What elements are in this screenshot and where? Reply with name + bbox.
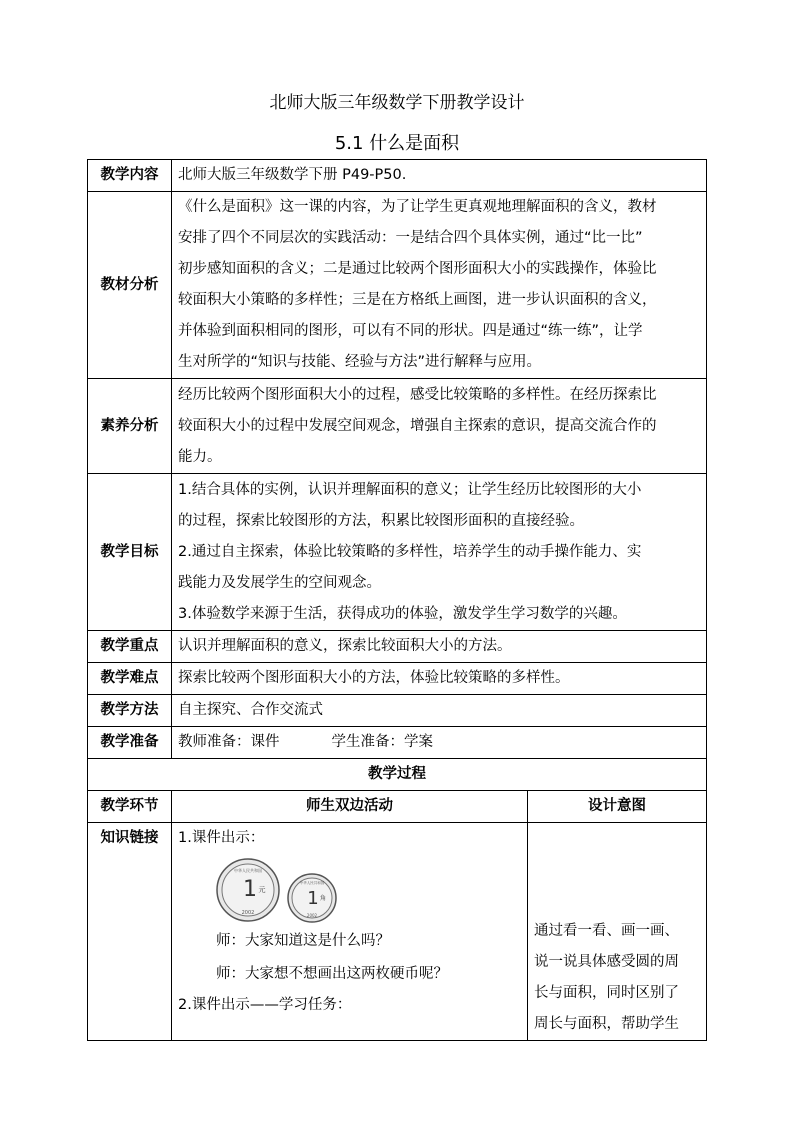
one-yuan-coin-icon: [217, 859, 279, 921]
row-literacy: [88, 379, 707, 474]
row-difficulty: [88, 663, 707, 695]
activity-line-1: 1.课件出示：: [178, 830, 265, 846]
label-key: 教学重点: [88, 631, 172, 663]
text-line: 1.结合具体的实例，认识并理解面积的意义；让学生经历比较图形的大小: [178, 481, 642, 498]
value-goals: [172, 474, 707, 631]
design-line: 长与面积，同时区别了: [534, 985, 679, 1001]
text-line: 《什么是面积》这一课的内容，为了让学生更真观地理解面积的含义，教材: [178, 199, 657, 215]
row-process-columns: [88, 791, 707, 823]
text-line: 的过程，探索比较图形的方法，积累比较图形面积的直接经验。: [178, 512, 584, 529]
text-line: 生对所学的“知识与技能、经验与方法”进行解释与应用。: [178, 354, 542, 370]
row-process-header: [88, 759, 707, 791]
big-coin-unit: 元: [258, 886, 266, 894]
process-header: 教学过程: [88, 759, 707, 791]
document-title: 北师大版三年级数学下册教学设计: [269, 93, 525, 113]
small-coin-num: 1: [307, 888, 319, 909]
text-line: 3.体验数学来源于生活，获得成功的体验，激发学生学习数学的兴趣。: [178, 605, 627, 622]
value-method: 自主探究、合作交流式: [172, 695, 707, 727]
big-coin-year: 2002: [241, 910, 255, 916]
text-line: 较面积大小的过程中发展空间观念，增强自主探索的意识，提高交流合作的: [178, 417, 657, 434]
design-line: 说一说具体感受圆的周: [534, 954, 679, 970]
student-prep: 学生准备：学案: [331, 734, 433, 750]
value-analysis: [172, 192, 707, 379]
text-line: 2.通过自主探索，体验比较策略的多样性，培养学生的动手操作能力、实: [178, 543, 642, 560]
label-method: 教学方法: [88, 695, 172, 727]
label-prep: 教学准备: [88, 727, 172, 759]
col-stage: 教学环节: [88, 791, 172, 823]
row-content: [88, 160, 707, 192]
label-difficulty: 教学难点: [88, 663, 172, 695]
value-key: 认识并理解面积的意义，探索比较面积大小的方法。: [172, 631, 707, 663]
lesson-title: 5.1 什么是面积: [334, 133, 460, 154]
design-cell: [528, 823, 707, 1041]
row-key: [88, 631, 707, 663]
text-line: 初步感知面积的含义；二是通过比较两个图形面积大小的实践操作，体验比: [178, 261, 657, 277]
col-activity: 师生双边活动: [172, 791, 528, 823]
text-line: 经历比较两个图形面积大小的过程，感受比较策略的多样性。在经历探索比: [178, 386, 657, 403]
row-analysis: [88, 192, 707, 379]
small-coin-unit: 角: [319, 895, 327, 902]
text-line: 安排了四个不同层次的实践活动：一是结合四个具体实例，通过“比一比”: [178, 230, 643, 246]
row-knowledge-link: [88, 823, 707, 1041]
col-design: 设计意图: [528, 791, 707, 823]
activity-cell: [172, 823, 528, 1041]
coins-image: [178, 854, 521, 959]
text-line: 能力。: [178, 448, 222, 465]
value-literacy: [172, 379, 707, 474]
teacher-question-1: 师：大家知道这是什么吗？: [216, 933, 390, 949]
text-line: 践能力及发展学生的空间观念。: [178, 574, 381, 591]
design-line: 周长与面积，帮助学生: [534, 1016, 679, 1032]
row-goals: [88, 474, 707, 631]
row-method: [88, 695, 707, 727]
value-content: 北师大版三年级数学下册 P49-P50.: [172, 160, 707, 192]
value-prep: [172, 727, 707, 759]
small-coin-year: 2002: [306, 913, 318, 918]
label-literacy: 素养分析: [88, 379, 172, 474]
label-goals: 教学目标: [88, 474, 172, 631]
value-difficulty: 探索比较两个图形面积大小的方法，体验比较策略的多样性。: [172, 663, 707, 695]
big-coin-top: 中华人民共和国: [234, 868, 262, 873]
small-coin-top: 中华人民共和国: [299, 881, 325, 885]
teacher-prep: 教师准备：课件: [178, 734, 280, 750]
lesson-plan-table: [87, 159, 707, 1041]
text-line: 并体验到面积相同的图形，可以有不同的形状。四是通过“练一练”，让学: [178, 323, 643, 339]
activity-line-2: 2.课件出示——学习任务：: [178, 997, 352, 1013]
design-line: 通过看一看、画一画、: [534, 923, 679, 939]
stage-knowledge-link: 知识链接: [88, 823, 172, 1041]
one-jiao-coin-icon: [288, 874, 336, 922]
coins-svg: [216, 858, 356, 928]
label-content: 教学内容: [88, 160, 172, 192]
big-coin-num: 1: [243, 877, 257, 902]
teacher-question-2: 师：大家想不想画出这两枚硬币呢？: [216, 966, 448, 982]
text-line: 较面积大小策略的多样性；三是在方格纸上画图，进一步认识面积的含义，: [178, 292, 657, 308]
row-prep: [88, 727, 707, 759]
label-analysis: 教材分析: [88, 192, 172, 379]
